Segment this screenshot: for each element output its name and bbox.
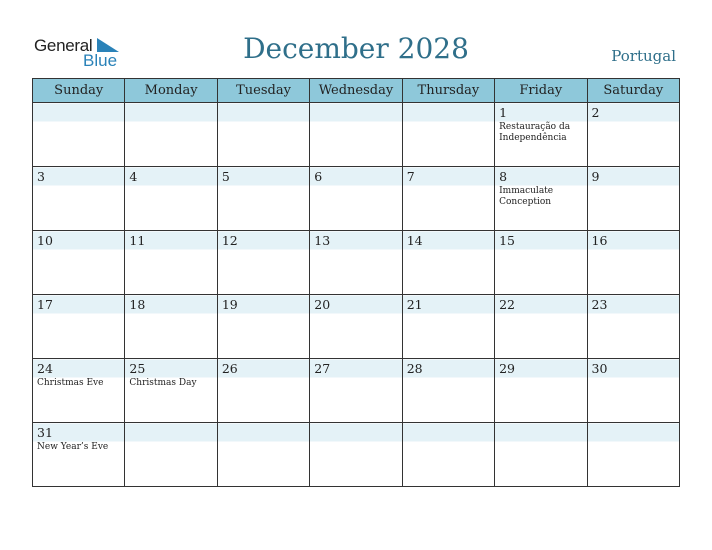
week-row — [33, 423, 680, 487]
day-cell — [402, 231, 494, 295]
week-row — [33, 103, 680, 167]
day-number: 16 — [591, 233, 608, 248]
holiday-label: Christmas Day — [129, 378, 197, 388]
holiday-label: Immaculate Conception — [499, 186, 554, 207]
day-cell — [217, 295, 309, 359]
day-cell — [217, 167, 309, 231]
holiday-label: New Year’s Eve — [37, 442, 109, 452]
day-number — [218, 423, 309, 440]
day-cell — [125, 231, 217, 295]
day-cell — [402, 295, 494, 359]
day-cell — [402, 103, 494, 167]
day-cell — [587, 423, 679, 487]
holiday-label: Restauração da Independência — [499, 122, 571, 143]
day-number: 4 — [129, 169, 138, 184]
weekday-header-row — [33, 79, 680, 103]
day-cell — [33, 423, 125, 487]
day-number: 30 — [591, 361, 608, 376]
day-cell — [587, 231, 679, 295]
week-row — [33, 295, 680, 359]
weekday-header: Monday — [125, 79, 217, 103]
day-cell — [125, 359, 217, 423]
day-cell — [217, 359, 309, 423]
weekday-header: Thursday — [402, 79, 494, 103]
day-number: 18 — [129, 297, 146, 312]
weekday-header: Friday — [495, 79, 587, 103]
day-number — [33, 103, 124, 120]
day-cell — [587, 359, 679, 423]
day-number: 28 — [406, 361, 423, 376]
day-number: 31 — [37, 425, 53, 440]
day-cell — [217, 103, 309, 167]
day-number: 29 — [499, 361, 516, 376]
day-cell — [310, 423, 402, 487]
day-number — [403, 103, 494, 120]
day-cell — [125, 103, 217, 167]
day-cell — [310, 295, 402, 359]
day-cell — [125, 423, 217, 487]
day-number: 25 — [129, 361, 146, 376]
day-number: 27 — [314, 361, 331, 376]
day-cell — [495, 167, 587, 231]
day-number: 10 — [37, 233, 53, 248]
day-cell — [33, 359, 125, 423]
day-number: 20 — [314, 297, 331, 312]
day-number: 12 — [221, 233, 238, 248]
day-number: 19 — [221, 297, 238, 312]
day-cell — [495, 103, 587, 167]
logo-general-text: General — [34, 36, 93, 55]
day-cell — [495, 359, 587, 423]
day-number: 1 — [499, 105, 508, 120]
weekday-header: Wednesday — [310, 79, 402, 103]
day-cell — [33, 295, 125, 359]
day-cell — [310, 231, 402, 295]
day-number: 5 — [221, 169, 230, 184]
day-number: 6 — [314, 169, 323, 184]
calendar-grid — [32, 78, 680, 487]
day-cell — [217, 423, 309, 487]
country-label: Portugal — [611, 47, 676, 65]
day-number: 15 — [499, 233, 516, 248]
day-number — [125, 103, 216, 120]
weekday-header: Tuesday — [217, 79, 309, 103]
weekday-header: Saturday — [587, 79, 679, 103]
day-number: 3 — [37, 169, 45, 184]
day-cell — [310, 167, 402, 231]
day-cell — [125, 167, 217, 231]
day-number — [125, 423, 216, 440]
week-row — [33, 359, 680, 423]
day-number: 17 — [37, 297, 53, 312]
day-cell — [33, 167, 125, 231]
day-cell — [587, 103, 679, 167]
day-cell — [310, 103, 402, 167]
day-number: 21 — [406, 297, 423, 312]
day-number — [218, 103, 309, 120]
holiday-label: Christmas Eve — [37, 378, 104, 388]
day-number — [403, 423, 494, 440]
day-cell — [495, 231, 587, 295]
day-number — [310, 423, 401, 440]
day-number: 22 — [499, 297, 516, 312]
day-number: 2 — [591, 105, 600, 120]
day-cell — [402, 423, 494, 487]
day-cell — [587, 295, 679, 359]
day-cell — [33, 103, 125, 167]
day-number: 11 — [129, 233, 146, 248]
day-cell — [587, 167, 679, 231]
day-cell — [495, 423, 587, 487]
day-number: 7 — [406, 169, 415, 184]
day-cell — [402, 167, 494, 231]
day-cell — [125, 295, 217, 359]
day-cell — [495, 295, 587, 359]
logo-blue-text: Blue — [83, 51, 118, 70]
weekday-header: Sunday — [33, 79, 125, 103]
day-number: 23 — [591, 297, 608, 312]
day-cell — [402, 359, 494, 423]
day-cell — [217, 231, 309, 295]
day-number: 24 — [37, 361, 53, 376]
day-number: 13 — [314, 233, 331, 248]
day-number: 9 — [591, 169, 600, 184]
calendar-title: December 2028 — [243, 32, 469, 65]
day-cell — [33, 231, 125, 295]
day-number: 8 — [499, 169, 508, 184]
day-number: 26 — [221, 361, 238, 376]
day-cell — [310, 359, 402, 423]
day-number: 14 — [406, 233, 423, 248]
day-number — [588, 423, 679, 440]
week-row — [33, 231, 680, 295]
day-number — [310, 103, 401, 120]
week-row — [33, 167, 680, 231]
day-number — [495, 423, 586, 440]
